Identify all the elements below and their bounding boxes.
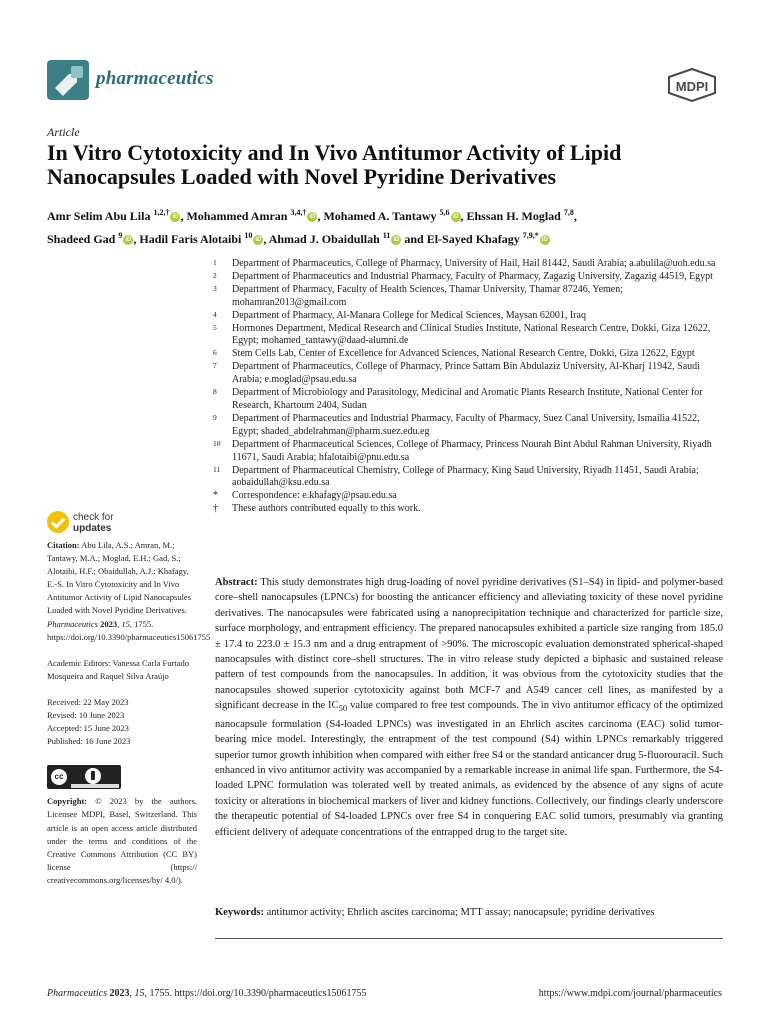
- affiliation-item: [213, 271, 723, 284]
- author-name[interactable]: Hadil Faris Alotaibi: [139, 232, 242, 246]
- equal-contribution-note: [213, 503, 723, 516]
- affiliation-number: 10: [213, 438, 221, 448]
- author-affiliation-marker: 7,8: [563, 208, 574, 217]
- citation-journal: Pharmaceutics: [47, 618, 98, 629]
- author-name[interactable]: Mohammed Amran: [186, 209, 288, 223]
- author-name[interactable]: Shadeed Gad: [47, 232, 116, 246]
- affiliation-item: [213, 258, 723, 271]
- copyright: [47, 795, 197, 887]
- orcid-icon[interactable]: iD: [255, 237, 262, 244]
- by-bar: [71, 784, 119, 788]
- check-for-updates-button[interactable]: [47, 511, 137, 537]
- affiliation-text: Department of Microbiology and Parasitology, Medicinal and Aromatic Plants Research Institute, National Center for Research, Khartoum 2404, Sudan: [232, 387, 703, 411]
- footer-doi-link[interactable]: , 1755. https://doi.org/10.3390/pharmaceutics15061755: [144, 988, 367, 999]
- cc-icon: cc: [50, 768, 68, 786]
- author-affiliation-marker: 3,4,†: [290, 208, 307, 217]
- affiliation-number: 9: [213, 412, 217, 422]
- author-affiliation-marker: 9: [118, 231, 123, 240]
- affiliation-number: 1: [213, 258, 217, 267]
- dagger-symbol: †: [213, 503, 218, 515]
- affiliation-text: Department of Pharmacy, Faculty of Health Sciences, Thamar University, Thamar 87246, Yemen; mohamran2013@gmail.com: [232, 283, 624, 308]
- author-affiliation-marker: 1,2,†: [153, 208, 170, 217]
- check-for-label: check for: [73, 512, 114, 523]
- author-name[interactable]: Ehssan H. Moglad: [466, 209, 561, 223]
- author-affiliation-marker: 5,6: [439, 208, 450, 217]
- citation-volume: 15: [121, 618, 130, 629]
- affiliation-item: [213, 323, 723, 349]
- orcid-icon[interactable]: iD: [393, 237, 400, 244]
- affiliation-text: Hormones Department, Medical Research and Clinical Studies Institute, National Research Centre, Dokki, Giza 12622, Egypt; mohamed_tantawy@daad-alumni.de: [232, 322, 711, 347]
- citation: Citation: Abu Lila, A.S.; Amran, M.; Tantawy, M.A.; Moglad, E.H.; Gad, S.; Alotaibi, H.F.; Obaidullah, A.J.; Khafagy, E.-S. In Vitro Cytotoxicity and In Vivo Antitumor Activity of Lipid Nanocapsules Loaded with Novel Pyridine Derivatives. Pharmaceutics 2023, 15, 1755. https://doi.org/10.3390/pharmaceutics15061755: [47, 540, 211, 642]
- abstract-label: Abstract:: [215, 577, 258, 588]
- sidebar: [47, 539, 211, 887]
- accepted-date: Accepted: 15 June 2023: [47, 723, 129, 734]
- affiliation-number: 2: [213, 270, 217, 280]
- affiliation-item: [213, 310, 723, 323]
- affiliation-text: Department of Pharmaceutics and Industrial Pharmacy, Faculty of Pharmacy, Zagazig University, Zagazig 44519, Egypt: [232, 270, 713, 282]
- abstract-subscript: 50: [338, 703, 348, 714]
- cc-by-license-icon[interactable]: [47, 765, 121, 789]
- orcid-icon[interactable]: iD: [541, 237, 548, 244]
- affiliation-item: [213, 465, 723, 491]
- footer-year: 2023: [109, 988, 130, 999]
- abstract-text-1: This study demonstrates high drug-loading of novel pyridine derivatives (S1–S4) in lipid- and polymer-based core–shell nanocapsules (LPNCs) for boosting the anticancer efficiency and alleviating toxicity of these novel pyridine derivatives. The nanocapsules were fabricated using a nanoprecipitation technique and characterized for particle size, surface morphology, and entrapment efficiency. The prepared nanocapsules exhibited a particle size ranging from 185.0 ± 17.4 to 223.0 ± 15.3 nm and a drug entrapment of >90%. The microscopic evaluation demonstrated spherical-shaped nanocapsules with distinct core–shell structures. The in vitro release study depicted a biphasic and sustained release pattern of test compounds from the nanocapsules. In addition, it was obvious from the cytotoxicity studies that the nanocapsules showed superior cytotoxicity against both MCF-7 and A549 cancer cell lines, as manifested by a significant decrease in the IC: [215, 577, 724, 712]
- equal-contribution-text: These authors contributed equally to this work.: [232, 503, 421, 515]
- citation-text: Abu Lila, A.S.; Amran, M.; Tantawy, M.A.; Moglad, E.H.; Gad, S.; Alotaibi, H.F.; Obaidullah, A.J.; Khafagy, E.-S. In Vitro Cytotoxicity and In Vivo Antitumor Activity of Lipid Nanocapsules Loaded with Novel Pyridine Derivatives.: [47, 540, 192, 616]
- attribution-icon: [85, 768, 101, 784]
- author-name[interactable]: El-Sayed Khafagy: [426, 232, 520, 246]
- affiliation-number: 7: [213, 361, 217, 371]
- affiliation-text: Department of Pharmaceutics and Industrial Pharmacy, Faculty of Pharmacy, Suez Canal University, Ismailia 41522, Egypt; shaded_abdelrahman@pharm.suez.edu.eg: [232, 412, 700, 437]
- journal-name: pharmaceutics: [96, 68, 214, 89]
- affiliation-number: 6: [213, 348, 217, 358]
- check-icon: [47, 511, 69, 533]
- author-name[interactable]: Mohamed A. Tantawy: [323, 209, 437, 223]
- correspondence-text[interactable]: Correspondence: e.khafagy@psau.edu.sa: [232, 490, 397, 502]
- footer-citation: Pharmaceutics 2023, 15, 1755. https://doi.org/10.3390/pharmaceutics15061755: [47, 988, 367, 999]
- affiliation-number: 4: [213, 309, 217, 319]
- affiliation-text: Department of Pharmaceutical Sciences, College of Pharmacy, Princess Nourah Bint Abdul Rahman University, Riyadh 11671, Saudi Arabia; hfalotaibi@pnu.edu.sa: [232, 438, 712, 463]
- orcid-icon[interactable]: iD: [309, 214, 316, 221]
- affiliation-text: Department of Pharmaceutics, College of Pharmacy, Prince Sattam Bin Abdulaziz University, Al-Kharj 11942, Saudi Arabia; e.moglad@psau.edu.sa: [232, 361, 700, 386]
- affiliation-number: 3: [213, 283, 217, 293]
- affiliation-item: [213, 439, 723, 465]
- author-affiliation-marker: 7,9,*: [522, 231, 539, 240]
- footer-journal: Pharmaceutics: [47, 988, 107, 999]
- orcid-icon[interactable]: iD: [172, 214, 179, 221]
- footer-volume: 15: [134, 988, 145, 999]
- revised-date: Revised: 10 June 2023: [47, 710, 125, 721]
- citation-doi[interactable]: , 1755. https://doi.org/10.3390/pharmaceutics15061755: [47, 618, 211, 642]
- affiliation-text: Department of Pharmaceutical Chemistry, College of Pharmacy, King Saud University, Riyadh 11451, Saudi Arabia; aobaidullah@ksu.edu.sa: [232, 464, 699, 489]
- author-list: Amr Selim Abu Lila $^{1,2,\dagger}$iD , Mohammed Amran $^{3,4,\dagger}$iD , Mohamed A. Tantawy $^{5,6}$iD , Ehssan H. Moglad $^{7,8}$, Shadeed Gad $^9$iD , Hadil Faris Alotaibi $^{10}$iD , Ahmad J. Obaidullah $^{11}$iD and El-Sayed Khafagy $^{7,9,*}$iD: [47, 208, 577, 246]
- section-divider: [215, 938, 723, 939]
- orcid-icon[interactable]: iD: [452, 214, 459, 221]
- affiliations: [213, 258, 723, 516]
- published-date: Published: 16 June 2023: [47, 736, 131, 747]
- copyright-label: Copyright:: [47, 796, 88, 807]
- affiliation-number: 5: [213, 322, 217, 332]
- mdpi-logo: [667, 68, 717, 102]
- affiliation-item: [213, 413, 723, 439]
- received-date: Received: 22 May 2023: [47, 696, 129, 707]
- author-affiliation-marker: 11: [382, 231, 391, 240]
- correspondence: [213, 490, 723, 503]
- academic-editors: Academic Editors: Vanessa Carla Furtado Mosqueira and Raquel Silva Araújo: [47, 657, 189, 681]
- abstract-text-2: value compared to free test compounds. The in vivo antitumor efficacy of the optimized nanocapsule formulation (S4-loaded LPNCs) was investigated in an Ehrlich ascites carcinoma (EAC) solid tumor-bearing mice model. Interestingly, the entrapment of the test compound (S4) within LPNCs remarkably triggered superior tumor growth inhibition when compared with either free S4 or the standard anticancer drug 5-fluorouracil. Such enhanced in vivo antitumor activity was accompanied by a remarkable increase in animal life span. Furthermore, the S4-loaded LPNC formulation was tolerated well by treated animals, as evidenced by the absence of any signs of acute toxicity or alterations in biochemical markers of liver and kidney functions. Collectively, our findings clearly underscore the therapeutic potential of S4-loaded LPNCs over free S4 in conquering EAC solid tumors, presumably via granting efficient delivery of adequate concentrations of the entrapped drug to the target site.: [215, 700, 723, 838]
- affiliation-item: [213, 361, 723, 387]
- affiliation-number: 11: [213, 464, 221, 474]
- publisher-name: MDPI: [675, 79, 709, 94]
- author-name[interactable]: Amr Selim Abu Lila: [47, 209, 151, 223]
- affiliation-number: 8: [213, 387, 217, 397]
- affiliation-text: Department of Pharmacy, Al-Manara College for Medical Sciences, Maysan 62001, Iraq: [232, 309, 586, 321]
- copyright-text: © 2023 by the authors. Licensee MDPI, Basel, Switzerland. This article is an open access article distributed under the terms and conditions of the Creative Commons Attribution (CC BY) license (https:// creativecommons.org/licenses/by/ 4.0/).: [47, 796, 197, 885]
- paper-title: In Vitro Cytotoxicity and In Vivo Antitumor Activity of Lipid Nanocapsules Loaded with Novel Pyridine Derivatives: [47, 140, 622, 189]
- journal-logo-icon: [47, 60, 89, 100]
- citation-label: Citation:: [47, 540, 80, 550]
- affiliation-text: Stem Cells Lab, Center of Excellence for Advanced Sciences, National Research Centre, Dokki, Giza 12622, Egypt: [232, 348, 695, 360]
- keywords: [215, 906, 723, 920]
- citation-year: 2023: [100, 618, 118, 629]
- correspondence-symbol: *: [213, 490, 218, 502]
- affiliation-text: Department of Pharmaceutics, College of Pharmacy, University of Hail, Hail 81442, Saudi Arabia; a.abulila@uoh.edu.sa: [232, 258, 716, 269]
- keywords-text: antitumor activity; Ehrlich ascites carcinoma; MTT assay; nanocapsule; pyridine derivatives: [266, 907, 655, 918]
- orcid-icon[interactable]: iD: [125, 237, 132, 244]
- article-type: Article: [47, 125, 80, 139]
- affiliation-item: [213, 387, 723, 413]
- abstract: [215, 575, 723, 840]
- affiliation-item: [213, 284, 723, 310]
- affiliation-item: [213, 348, 723, 361]
- footer-journal-url[interactable]: https://www.mdpi.com/journal/pharmaceutics: [538, 988, 722, 999]
- keywords-label: Keywords:: [215, 907, 264, 918]
- author-affiliation-marker: 10: [244, 231, 253, 240]
- updates-label: updates: [73, 523, 112, 534]
- author-name[interactable]: Ahmad J. Obaidullah: [268, 232, 380, 246]
